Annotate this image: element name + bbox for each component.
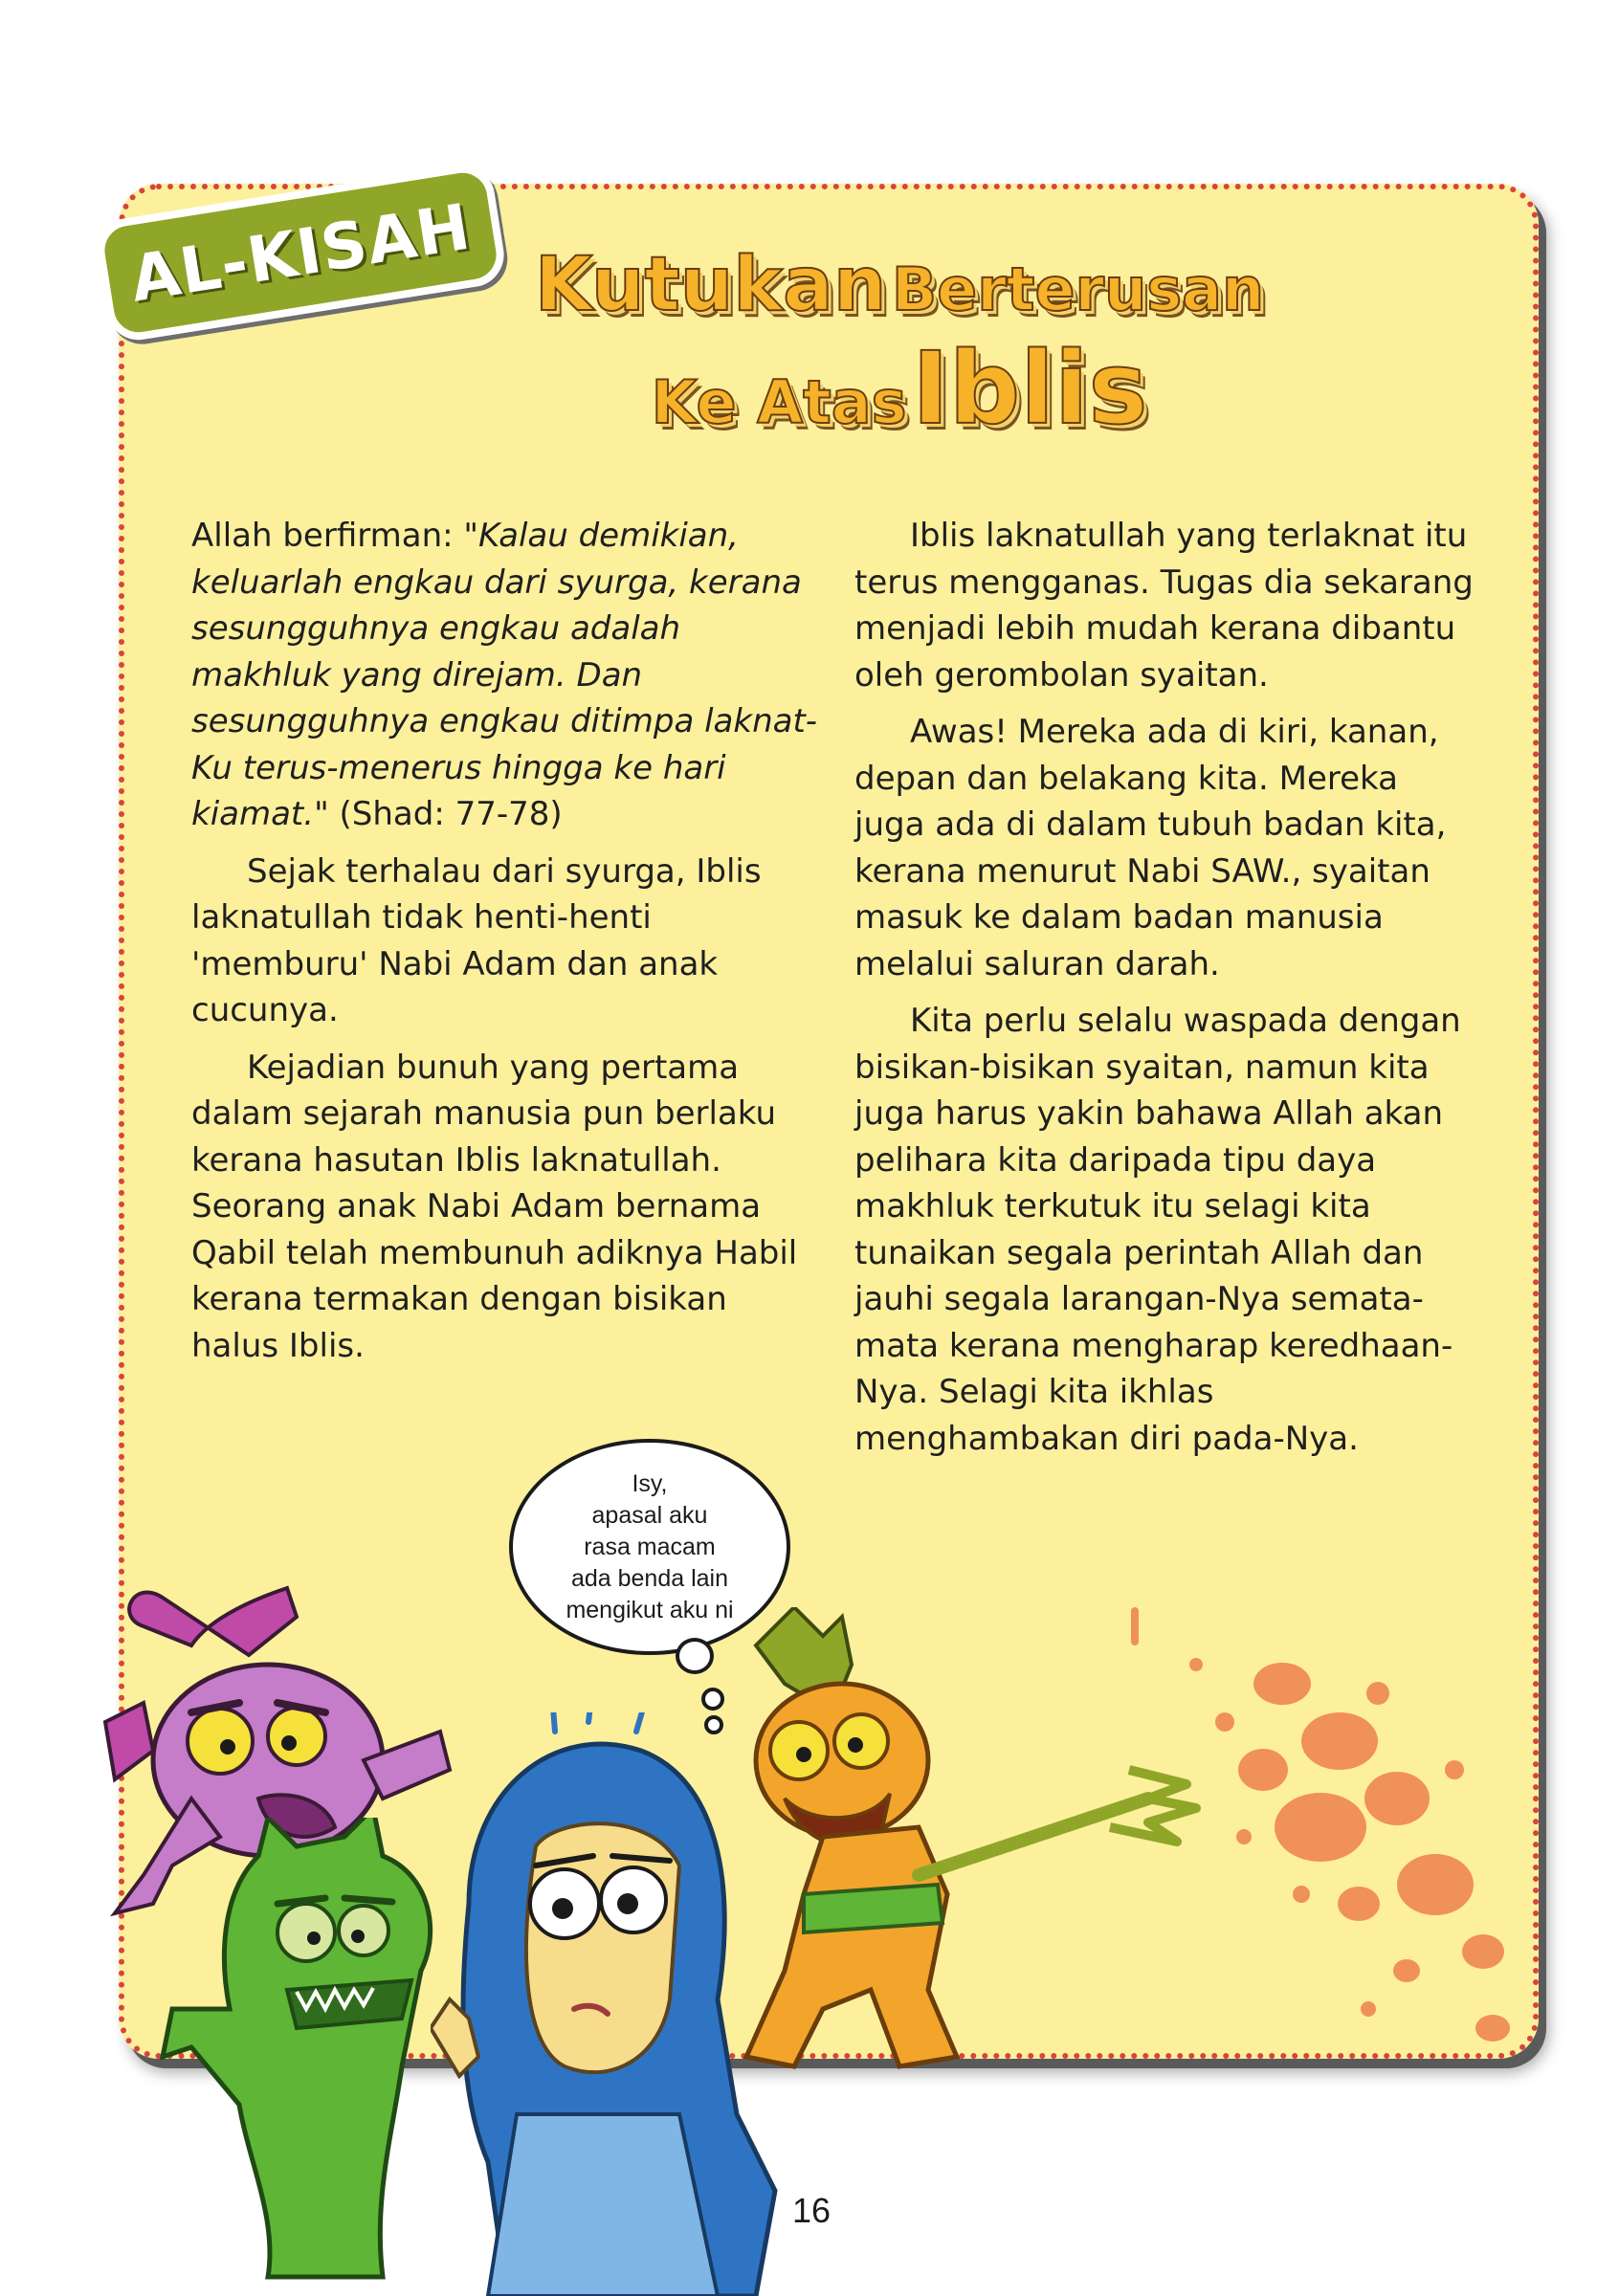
section-badge-label: AL-KISAH <box>125 188 476 317</box>
left-paragraph-3: Kejadian bunuh yang pertama dalam sejarah manusia pun berlaku kerana hasutan Iblis laknatullah. Seorang anak Nabi Adam bernama Qabil telah membunuh adiknya Habil kerana termakan dengan bisikan halus Iblis. <box>191 1048 798 1365</box>
title-line-1 <box>421 242 1378 328</box>
orange-devil-illustration <box>727 1607 1225 2086</box>
page-title <box>421 242 1378 447</box>
title-word-berterusan: Berterusan <box>891 254 1265 324</box>
title-word-iblis: Iblis <box>912 329 1148 447</box>
thought-bubble-text: Isy, apasal aku rasa macam ada benda lain mengikut aku ni <box>566 1469 734 1623</box>
title-line-2 <box>421 329 1378 447</box>
thought-dot-medium <box>701 1688 724 1711</box>
right-paragraph-2: Awas! Mereka ada di kiri, kanan, depan dan belakang kita. Mereka juga ada di dalam tubuh badan kita, kerana menurut Nabi SAW., syaitan masuk ke dalam badan manusia melalui saluran darah. <box>854 713 1447 983</box>
quote-reference: (Shad: 77-78) <box>328 795 563 833</box>
title-word-ke-atas: Ke Atas <box>651 366 907 437</box>
quote-intro: Allah berfirman: <box>191 517 464 555</box>
left-column <box>191 513 823 1380</box>
green-devil-illustration <box>153 1818 478 2296</box>
right-column <box>854 513 1476 1472</box>
quote-text: "Kalau demikian, keluarlah engkau dari syurga, kerana sesungguhnya engkau adalah makhluk yang direjam. Dan sesungguhnya engkau ditimpa laknat-Ku terus-menerus hingga ke hari kiamat." <box>191 517 818 833</box>
thought-bubble <box>509 1439 790 1655</box>
thought-dot-large <box>676 1638 714 1674</box>
quote-paragraph <box>191 513 823 838</box>
title-word-kutukan: Kutukan <box>534 242 887 328</box>
thought-dot-small <box>704 1715 723 1734</box>
left-paragraph-2: Sejak terhalau dari syurga, Iblis laknatullah tidak henti-henti 'memburu' Nabi Adam dan anak cucunya. <box>191 851 762 1029</box>
right-paragraph-1: Iblis laknatullah yang terlaknat itu terus mengganas. Tugas dia sekarang menjadi lebih mudah kerana dibantu oleh gerombolan syaitan. <box>854 517 1474 695</box>
right-paragraph-3: Kita perlu selalu waspada dengan bisikan-bisikan syaitan, namun kita juga harus yakin bahawa Allah akan pelihara kita daripada tipu daya makhluk terkutuk itu selagi kita tunaikan segala perintah Allah dan jauhi segala larangan-Nya semata-mata kerana mengharap keredhaan-Nya. Selagi kita ikhlas menghambakan diri pada-Nya. <box>854 1002 1461 1458</box>
page-number: 16 <box>791 2191 832 2230</box>
